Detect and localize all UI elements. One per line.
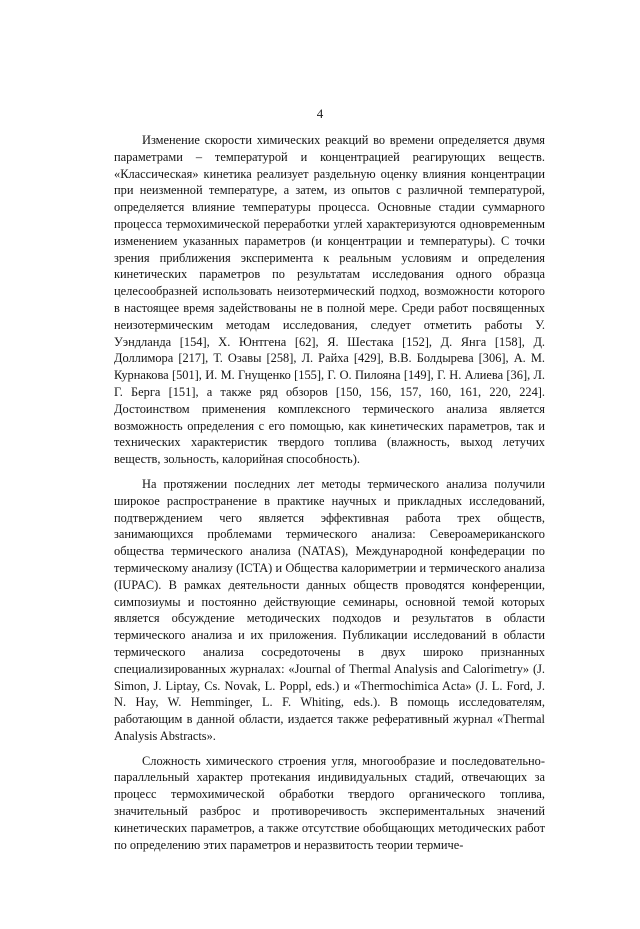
paragraph-thermal-analysis-societies: На протяжении последних лет методы термического анализа получили широкое распространение в практике научных и прикладных исследований, подтверждением чего является эффективная работа трех обществ, занимающихся проблемами термического анализа: Североамериканского общества термического анализа (NATAS), Международной конфедерации по термическому анализу (ICTA) и Общества калориметрии и термического анализа (IUPAC). В рамках деятельности данных обществ проводятся конференции, симпозиумы и постоянно действующие семинары, основной темой которых является обсуждение методических подходов и результатов в области термического анализа и их приложения. Публикации исследований в области термического анализа сосредоточены в двух широко признанных специализированных журналах: «Journal of Thermal Analysis and Calorimetry» (J. Simon, J. Liptay, Cs. Novak, L. Poppl, eds.) и «Thermochimica Acta» (J. L. Ford, J. N. Hay, W. Hemminger, L. F. Whiting, eds.). В помощь исследователям, работающим в данной области, издается также реферативный журнал «Thermal Analysis Abstracts». [114, 476, 545, 743]
page-number: 4 [316, 106, 324, 121]
paragraph-kinetics-intro: Изменение скорости химических реакций во времени определяется двумя параметрами – температурой и концентрацией реагирующих веществ. «Классическая» кинетика реализует раздельную оценку влияния концентрации при неизменной температуре, а затем, из опытов с различной температурой, определяется влияние температуры процесса. Основные стадии суммарного процесса термохимической переработки углей характеризуются одновременным изменением указанных параметров (и концентрации и температуры). С точки зрения приближения эксперимента к реальным условиям и определения кинетических параметров по результатам исследования одного образца целесообразней использовать неизотермический подход, возможности которого в настоящее время задействованы не в полной мере. Среди работ посвященных неизотермическим методам исследования, следует отметить работы У. Уэндланда [154], Х. Юнтгена [62], Я. Шестака [152], Д. Янга [158], Д. Доллимора [217], Т. Озавы [258], Л. Райха [429], В.В. Болдырева [306], А. М. Курнакова [501], И. М. Гнущенко [155], Г. О. Пилояна [149], Г. Н. Алиева [36], Л. Г. Берга [151], а также ряд обзоров [150, 156, 157, 160, 161, 220, 224]. Достоинством применения комплексного термического анализа является возможность определения с его помощью, как кинетических параметров, так и технических характеристик твердого топлива (влажность, выход летучих веществ, зольность, калорийная способность). [114, 133, 545, 467]
paragraph-coal-complexity: Сложность химического строения угля, многообразие и последовательно-параллельный характер протекания индивидуальных стадий, отвечающих за процесс термохимической обработки твердого органического топлива, значительный разброс и противоречивость экспериментальных значений кинетических параметров, а также отсутствие обобщающих методических работ по определению этих параметров и неразвитость теории термиче- [114, 753, 545, 852]
text-body [114, 132, 545, 853]
